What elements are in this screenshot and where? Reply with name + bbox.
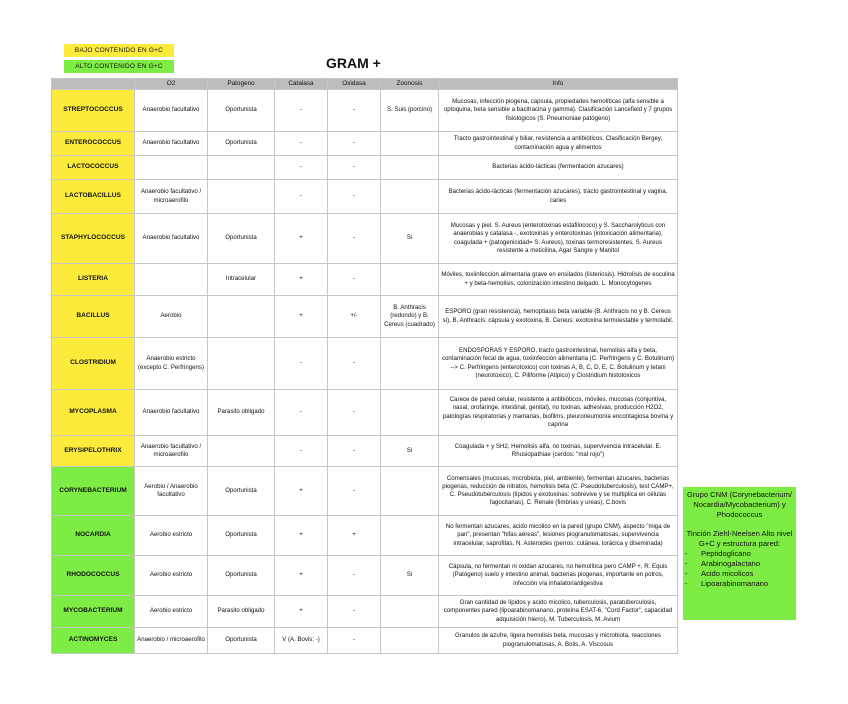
info-value: Carece de pared celular, resistente a antibióticos, móviles, mucosas (conjuntiva, nasal, orofaringe, intestinal, genital), no toxinas, adhesivas, producción H2O2, patologías respiratorias y mamarias, biofilms, pleuroneumonía encontagiosa bovina y caprina	[439, 390, 678, 436]
zoonosis-value: Si	[381, 214, 439, 264]
o2-value: Anaerobio facultativo	[135, 214, 208, 264]
genus-name: RHODOCOCCUS	[52, 556, 135, 596]
table-row	[52, 132, 678, 156]
table-row	[52, 214, 678, 264]
table-row	[52, 156, 678, 180]
zoonosis-value: Si	[381, 436, 439, 467]
genus-name: LISTERIA	[52, 264, 135, 296]
patogeno-value: Oportunista	[208, 628, 275, 654]
o2-value: Anaerobio facultativo / microaerofilo	[135, 180, 208, 214]
info-value: Coagulada + y SH2, Hemolisis alfa, no toxinas, supervivencia intracelular. E. Rhusiopathiae (cerdos: "mal rojo")	[439, 436, 678, 467]
list-item: - Acido micolicos	[685, 569, 754, 579]
patogeno-value: Oportunista	[208, 132, 275, 156]
info-value: Granulos de azufre, ligera hemolisis beta, mucosas y microbiota, reacciones piogranulomatosas, A. Bolis, A. Viscosus	[439, 628, 678, 654]
zoonosis-value	[381, 390, 439, 436]
oxidasa-value: -	[328, 556, 381, 596]
info-value: Cápsula, no fermentan ni oxidan azucares, no hemolítica pero CAMP +, R. Equis (Patógeno) suelo y intestino animal, bacterias piogenas, importante en potros, infección vía inhalatoria/digestiva	[439, 556, 678, 596]
table-row	[52, 516, 678, 556]
genus-name: LACTOBACILLUS	[52, 180, 135, 214]
cnm-group-note	[683, 487, 796, 620]
zoonosis-value	[381, 132, 439, 156]
zoonosis-value	[381, 156, 439, 180]
table-row	[52, 296, 678, 338]
table-row	[52, 596, 678, 628]
genus-name: BACILLUS	[52, 296, 135, 338]
table-row	[52, 467, 678, 516]
oxidasa-value: -	[328, 214, 381, 264]
table-row	[52, 264, 678, 296]
o2-value	[135, 264, 208, 296]
info-value: Comensales (mucosas, microbiota, piel, ambiente), fermentan azucares, bacterias piogenas, reducción de nitratos, hemolisis beta (C. Pseudotuberculosis), test CAMP+, C. Pseudotuberculosis (lípidos y exotoxinas: sobrevive y se multiplica en células fagocitarias), C. Renale (fimbrias y ureas), C.bovis	[439, 467, 678, 516]
zoonosis-value	[381, 596, 439, 628]
o2-value: Anaerobio facultativo	[135, 390, 208, 436]
catalasa-value: -	[275, 390, 328, 436]
catalasa-value: -	[275, 338, 328, 390]
header-catalasa: Catalasa	[275, 79, 328, 90]
o2-value: Aerobio estricto	[135, 516, 208, 556]
patogeno-value	[208, 338, 275, 390]
catalasa-value: -	[275, 180, 328, 214]
header-oxidasa: Oxidasa	[328, 79, 381, 90]
zoonosis-value	[381, 516, 439, 556]
patogeno-value: Oportunista	[208, 467, 275, 516]
oxidasa-value: +/-	[328, 296, 381, 338]
zoonosis-value: Si	[381, 556, 439, 596]
table-row	[52, 90, 678, 132]
catalasa-value: -	[275, 156, 328, 180]
info-value: No fermentan azucares, acido micolico en la pared (grupo CNM), aspecto "miga de pan", presentan "hifas aéreas", lesiones piogranulomatosas, supervivencia intracelular, saprofitas, N. Asteroides (perros: cutánea, torácica y diseminada)	[439, 516, 678, 556]
o2-value: Aerobio / Anaerobio facultativo	[135, 467, 208, 516]
info-value: Móviles, toxiinfeccion alimentaria grave en ensilados (listeriosis). Hidrolisis de esculina + y beta-hemolisis, colonización intestino delgado. L. Monocytogenes	[439, 264, 678, 296]
genus-name: CORYNEBACTERIUM	[52, 467, 135, 516]
patogeno-value: Oportunista	[208, 214, 275, 264]
info-value: Mucosas y piel. S. Aureus (enterotoxinas estafilococo) y S. Saccharolyticus con anaerobias y catalasa -, exotoxinas y enterotoxinas (intoxicación alimentaria), coagulada + (patogenicidad= S. Aureus), toxinas termoresistentes, S. Aureus resistente a meticilina, Agar Sangre y Manitol	[439, 214, 678, 264]
patogeno-value	[208, 156, 275, 180]
oxidasa-value: +	[328, 516, 381, 556]
patogeno-value: Oportunista	[208, 516, 275, 556]
cnm-group-title: Grupo CNM (Corynebacterium/ Nocardia/Mycobacterium) y Phodococcus	[686, 490, 793, 520]
oxidasa-value: -	[328, 338, 381, 390]
catalasa-value: +	[275, 556, 328, 596]
legend-low-gc: BAJO CONTENIDO EN G+C	[64, 44, 174, 57]
info-value: ENDOSPORAS Y ESPORO, tracto gastrointestinal, hemolisis alfa y beta, contaminación fecal de agua, toxiinfección alimentaria (C. Perfringens y C. Botulinum) --> C. Perfringens (enterotoxico) con toxinas A, B, C, D, E, C. Botulinum y tetani (neurotoxico), C. Piliforme (Atipico) y Clostridium histotoxicos	[439, 338, 678, 390]
zoonosis-value	[381, 180, 439, 214]
table-row	[52, 180, 678, 214]
catalasa-value: +	[275, 296, 328, 338]
o2-value: Aerobio	[135, 296, 208, 338]
list-item: - Peptidoglicano	[685, 549, 751, 559]
genus-name: LACTOCOCCUS	[52, 156, 135, 180]
header-o2: O2	[135, 79, 208, 90]
o2-value: Aerobio estricto	[135, 556, 208, 596]
o2-value: Anaerobio / microaerofilo	[135, 628, 208, 654]
catalasa-value: -	[275, 132, 328, 156]
zoonosis-value	[381, 338, 439, 390]
patogeno-value	[208, 180, 275, 214]
patogeno-value: Intracelular	[208, 264, 275, 296]
catalasa-value: +	[275, 264, 328, 296]
table-row	[52, 556, 678, 596]
patogeno-value: Oportunista	[208, 556, 275, 596]
table-row	[52, 390, 678, 436]
genus-name: STAPHYLOCOCCUS	[52, 214, 135, 264]
catalasa-value: -	[275, 90, 328, 132]
info-value: Gran cantidad de lípidos y acido micolico, tuberculosis, paratuberculosis, componentes pared (lipoarabinomanano, proteína ESAT-6, "Cord Factor", capacidad adquisición hierro), M. Tuberculosis, M. Avium	[439, 596, 678, 628]
patogeno-value	[208, 296, 275, 338]
header-zoonosis: Zoonosis	[381, 79, 439, 90]
info-value: Bacterias ácido-lácticas (fermentación azucares), tracto gastrointestinal y vagina, caries	[439, 180, 678, 214]
info-value: ESPORO (gran resistencia), hemoptiasis beta variable (B. Anthracis no y B. Cereus si), B. Anthracis: cápsula y exotoxina, B. Cereus: exotoxina termoestable y termolabil.	[439, 296, 678, 338]
info-value: Tracto gastrointestinal y biliar, resistencia a antibióticos. Clasificación Bergey, contaminación agua y alimentos	[439, 132, 678, 156]
oxidasa-value: -	[328, 264, 381, 296]
info-value: Bacterias ácido-lácticas (fermentación azucares)	[439, 156, 678, 180]
o2-value: Anaerobio facultativo / microaerofilo	[135, 436, 208, 467]
oxidasa-value: -	[328, 132, 381, 156]
info-value: Mucosas, infección piogena, capsula, propiedades hemolíticas (alfa sensible a optoquina, beta sensible a bacitracina y gamma). Clasificación Lancefield y 7 grupos fisiológicos (S. Pneumoniae patógeno)	[439, 90, 678, 132]
patogeno-value: Oportunista	[208, 90, 275, 132]
table-row	[52, 436, 678, 467]
zoonosis-value: B. Anthracis (redondo) y B. Cereus (cuadrado)	[381, 296, 439, 338]
catalasa-value: +	[275, 596, 328, 628]
catalasa-value: V (A. Bovis: -)	[275, 628, 328, 654]
page-title: GRAM +	[326, 55, 381, 71]
oxidasa-value: -	[328, 436, 381, 467]
o2-value: Anaerobio facultativo	[135, 90, 208, 132]
genus-name: CLOSTRIDIUM	[52, 338, 135, 390]
oxidasa-value: -	[328, 90, 381, 132]
wall-components-list	[685, 549, 794, 589]
genus-name: STREPTOCOCCUS	[52, 90, 135, 132]
oxidasa-value: -	[328, 156, 381, 180]
o2-value: Anaerobio facultativo	[135, 132, 208, 156]
zoonosis-value	[381, 264, 439, 296]
genus-name: MYCOPLASMA	[52, 390, 135, 436]
gram-positive-table	[51, 78, 678, 654]
oxidasa-value: -	[328, 467, 381, 516]
zoonosis-value	[381, 628, 439, 654]
header-info: Info	[439, 79, 678, 90]
list-item: - Arabinogalactano	[685, 559, 761, 569]
patogeno-value: Parasito obligado	[208, 596, 275, 628]
ziehl-neelsen-note: Tinción Ziehl-Neelsen Alto nivel G+C y estructura pared:	[686, 529, 793, 549]
zoonosis-value: S. Suis (porcino)	[381, 90, 439, 132]
o2-value	[135, 156, 208, 180]
catalasa-value: -	[275, 436, 328, 467]
genus-name: NOCARDIA	[52, 516, 135, 556]
zoonosis-value	[381, 467, 439, 516]
table-header-row	[52, 79, 678, 90]
catalasa-value: +	[275, 214, 328, 264]
oxidasa-value: -	[328, 596, 381, 628]
header-patogeno: Patogeno	[208, 79, 275, 90]
genus-name: ACTINOMYCES	[52, 628, 135, 654]
header-genus	[52, 79, 135, 90]
genus-name: ENTEROCOCCUS	[52, 132, 135, 156]
catalasa-value: +	[275, 467, 328, 516]
oxidasa-value: -	[328, 628, 381, 654]
table-row	[52, 628, 678, 654]
oxidasa-value: -	[328, 390, 381, 436]
genus-name: ERYSIPELOTHRIX	[52, 436, 135, 467]
patogeno-value: Parasito obligado	[208, 390, 275, 436]
o2-value: Anaerobio estricto (excepto C. Perfringens)	[135, 338, 208, 390]
oxidasa-value: -	[328, 180, 381, 214]
legend-high-gc: ALTO CONTENIDO EN G+C	[64, 60, 174, 73]
patogeno-value	[208, 436, 275, 467]
genus-name: MYCOBACTERIUM	[52, 596, 135, 628]
list-item: - Lipoarabinomanano	[685, 579, 769, 589]
catalasa-value: +	[275, 516, 328, 556]
o2-value: Aerobio estricto	[135, 596, 208, 628]
table-row	[52, 338, 678, 390]
